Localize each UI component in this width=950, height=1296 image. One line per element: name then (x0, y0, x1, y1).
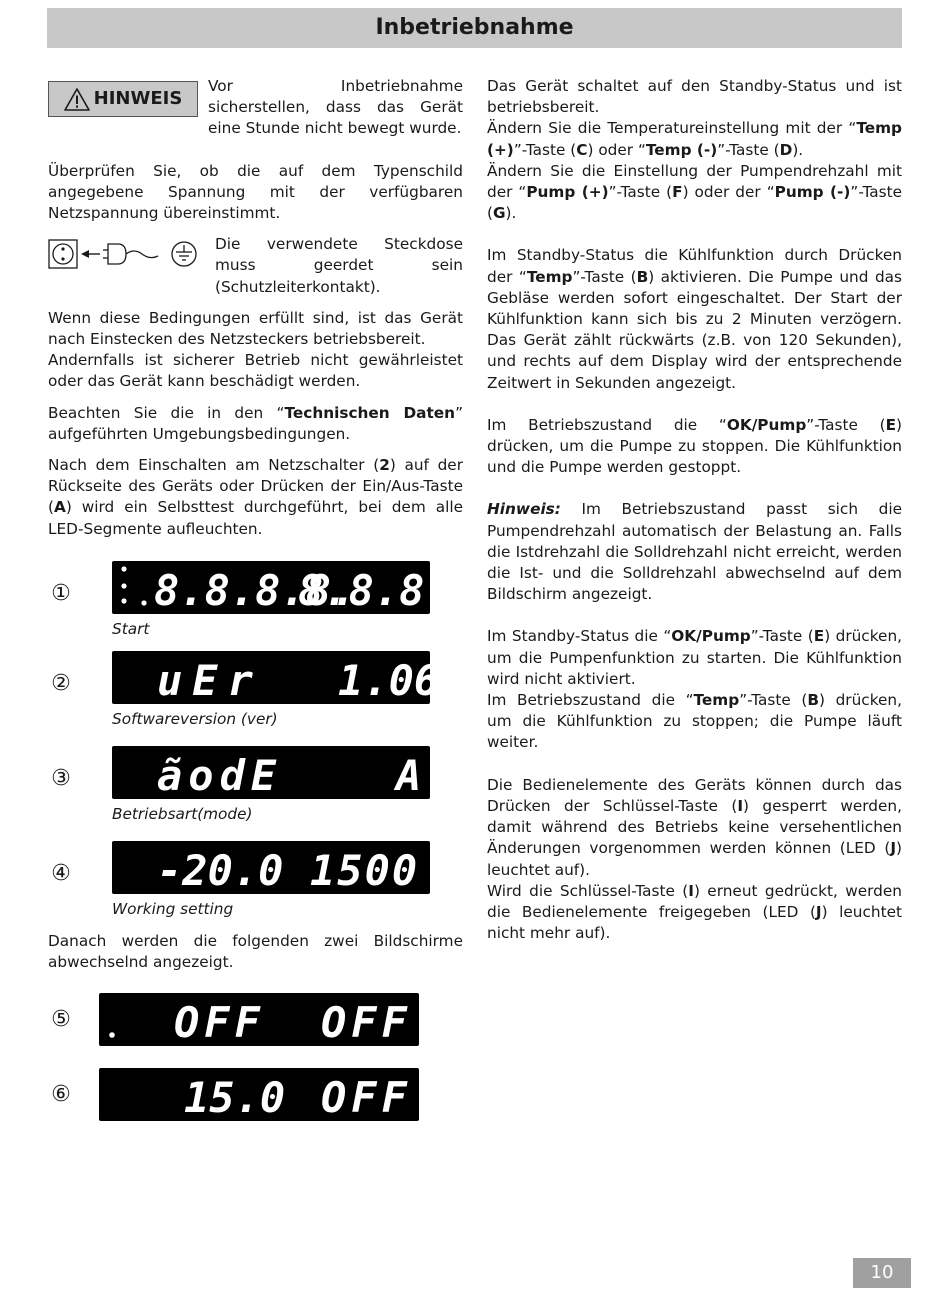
pump-setting-paragraph: Ändern Sie die Einstellung der Pumpendrehzahl mit der “Pump (+)”-Taste (F) oder der “Pump (-)”-Taste (G). (487, 161, 903, 223)
display-caption: Start (112, 619, 150, 638)
display-number: ⑤ (51, 1007, 71, 1033)
temp-setting-paragraph: Ändern Sie die Temperatureinstellung mit der “Temp (+)”-Taste (C) oder “Temp (-)”-Taste (D). (487, 119, 902, 159)
lcd-display (112, 651, 440, 705)
cooling-start-paragraph: Im Standby-Status die Kühlfunktion durch Drücken der “Temp”-Taste (B) aktivieren. Die Pumpe und das Gebläse werden sofort eingeschaltet. Der Start der Kühlfunktion kann sich bis zu 2 Minuten verzögern. Das Gerät zählt rückwärts (z.B. von 120 Sekunden), und rechts auf dem Display wird der entsprechende Zeitwert in Sekunden angezeigt. (487, 246, 902, 392)
lcd-left-text: ãodE (157, 750, 283, 800)
display-number: ① (51, 580, 71, 606)
alternating-paragraph: Danach werden die folgenden zwei Bildschirme abwechselnd angezeigt. (48, 931, 463, 972)
lcd-left-text: OFF (174, 998, 265, 1048)
hint-paragraph: Hinweis: Im Betriebszustand passt sich die Pumpendrehzahl automatisch der Belastung an. Falls die Istdrehzahl die Solldrehzahl nicht erreicht, werden die Ist- und die Solldrehzahl abwechselnd auf dem Bildschirm angezeigt. (487, 500, 902, 604)
display-working (48, 841, 463, 931)
lcd-display (112, 746, 430, 799)
unlock-paragraph: Wird die Schlüssel-Taste (I) erneut gedrückt, werden die Bedienelemente freigegeben (LED (J) leuchtet nicht mehr auf). (487, 881, 902, 943)
display-start (48, 561, 501, 651)
lcd-right-text: OFF (321, 998, 412, 1048)
otherwise-paragraph: Andernfalls ist sicherer Betrieb nicht gewährleistet oder das Gerät kann beschädigt werden. (48, 351, 463, 391)
lcd-right-text: 8.8.8.8. (298, 565, 501, 615)
lcd-display (99, 1068, 419, 1121)
voltage-paragraph: Überprüfen Sie, ob die auf dem Typenschild angegebene Spannung mit der verfügbaren Netzspannung übereinstimmt. (48, 161, 463, 223)
title-bar (47, 8, 902, 48)
lcd-left-text: 8.8.8.8. (154, 565, 357, 615)
selftest-paragraph: Nach dem Einschalten am Netzschalter (2) auf der Rückseite des Geräts oder Drücken der Ein/Aus-Taste (A) wird ein Selbsttest durchgeführt, bei dem alle LED-Segmente aufleuchten. (48, 456, 463, 538)
left-column (48, 76, 501, 1143)
lcd-display (112, 841, 430, 894)
page-number: 10 (853, 1258, 911, 1288)
notice-text: Vor Inbetriebnahme sicherstellen, dass das Gerät eine Stunde nicht bewegt wurde. (208, 77, 463, 138)
lcd-start-screen (112, 561, 501, 615)
pump-start-paragraph: Im Standby-Status die “OK/Pump”-Taste (E) drücken, um die Pumpenfunktion zu starten. Die Kühlfunktion wird nicht aktiviert. (487, 627, 903, 688)
lcd-left-text: -20.0 (157, 845, 284, 895)
warning-triangle-icon (64, 88, 90, 111)
display-caption: Betriebsart(mode) (112, 804, 253, 823)
lcd-display (112, 561, 501, 615)
notice-label: HINWEIS (93, 88, 183, 110)
lcd-left-text: uEr (157, 655, 263, 705)
display-number: ④ (51, 860, 71, 886)
lcd-right-text: A (396, 750, 422, 800)
page-title: Inbetriebnahme (375, 15, 574, 41)
display-number: ② (51, 670, 71, 696)
lcd-right-text: 1500 (310, 845, 420, 895)
notice-label-box (48, 81, 198, 117)
socket-plug-ground-icon (48, 236, 205, 270)
ground-paragraph: Die verwendete Steckdose muss geerdet sein (Schutzleiterkontakt). (215, 235, 463, 296)
lcd-left-text: 15.0 (184, 1073, 286, 1123)
lcd-right-text: OFF (321, 1073, 412, 1123)
standby-paragraph: Das Gerät schaltet auf den Standby-Status und ist betriebsbereit. (487, 77, 902, 117)
display-version (48, 651, 463, 746)
ground-block (48, 234, 463, 298)
right-column (487, 76, 902, 944)
lock-paragraph: Die Bedienelemente des Geräts können durch das Drücken der Schlüssel-Taste (I) gesperrt werden, damit während des Betriebs keine versehentlichen Änderungen vorgenommen werden können (LED (J) leuchtet auf). (487, 775, 902, 879)
ready-paragraph: Wenn diese Bedingungen erfüllt sind, ist das Gerät nach Einstecken des Netzsteckers betriebsbereit. (48, 308, 463, 349)
display-caption: Softwareversion (ver) (112, 709, 278, 728)
environment-paragraph: Beachten Sie die in den “Technischen Daten” aufgeführten Umgebungsbedingungen. (48, 403, 463, 443)
lcd-display (99, 993, 419, 1046)
display-15-off (48, 1068, 463, 1143)
display-caption: Working setting (112, 899, 234, 918)
display-off-off (48, 993, 463, 1068)
display-number: ③ (51, 765, 71, 791)
display-number: ⑥ (51, 1082, 71, 1108)
cooling-stop-paragraph: Im Betriebszustand die “Temp”-Taste (B) drücken, um die Kühlfunktion zu stoppen; die Pumpe läuft weiter. (487, 691, 902, 752)
pump-stop-paragraph: Im Betriebszustand die “OK/Pump”-Taste (E) drücken, um die Pumpe zu stoppen. Die Kühlfunktion und die Pumpe werden gestoppt. (487, 415, 902, 477)
notice-block (48, 76, 463, 140)
lcd-right-text: 1.06 (338, 655, 440, 705)
display-mode (48, 746, 463, 841)
